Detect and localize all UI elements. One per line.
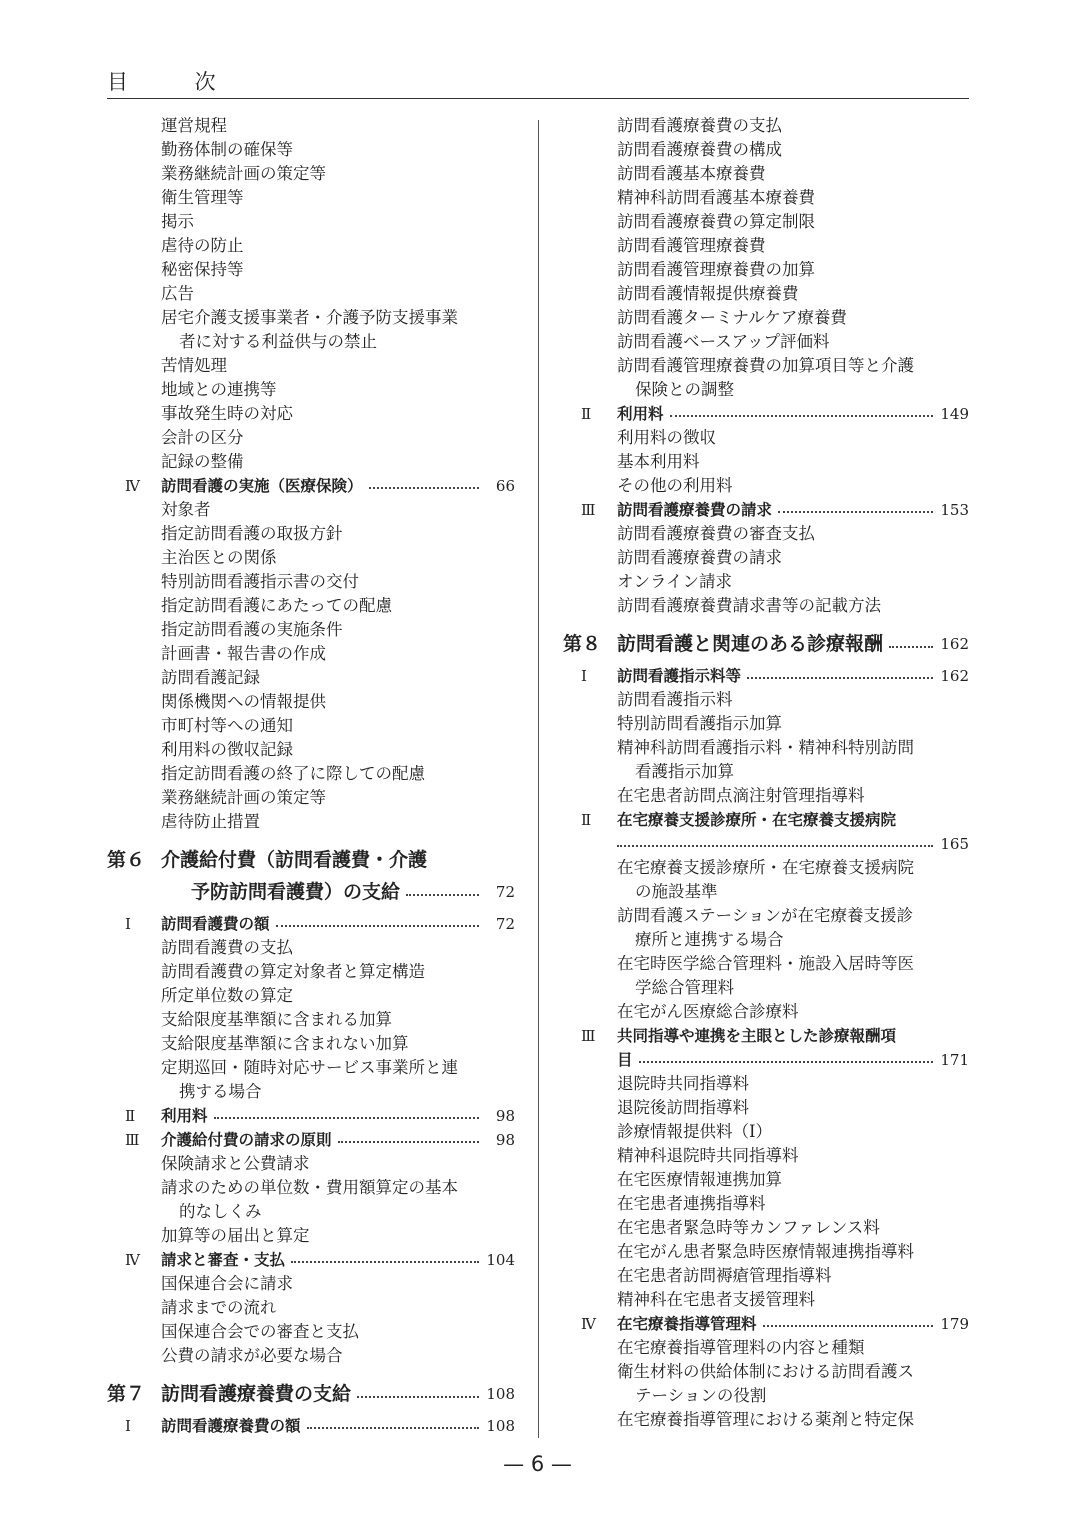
- toc-item[interactable]: 訪問看護情報提供療養費: [617, 284, 799, 303]
- toc-item[interactable]: 所定単位数の算定: [161, 986, 293, 1005]
- toc-item[interactable]: 訪問看護ターミナルケア療養費: [617, 308, 847, 327]
- toc-item[interactable]: 苦情処理: [161, 356, 227, 375]
- toc-item[interactable]: 利用料の徴収: [617, 428, 716, 447]
- section-number: Ⅰ: [125, 915, 131, 933]
- section-title: 目: [617, 1051, 633, 1069]
- toc-item[interactable]: 訪問看護療養費の構成: [617, 140, 782, 159]
- page-number: 108: [486, 1385, 515, 1403]
- section-title: 在宅療養指導管理料: [617, 1315, 757, 1333]
- page-header: [107, 64, 969, 99]
- column-divider: [538, 120, 539, 1438]
- section-number: Ⅲ: [581, 501, 596, 519]
- toc-item[interactable]: 衛生管理等: [161, 188, 244, 207]
- spacer: [107, 834, 515, 844]
- toc-item-continuation: 者に対する利益供与の禁止: [179, 332, 377, 351]
- toc-section-heading[interactable]: [107, 912, 515, 936]
- dot-leader: [291, 1261, 479, 1263]
- toc-item[interactable]: 訪問看護費の支払: [161, 938, 293, 957]
- toc-item[interactable]: 指定訪問看護の実施条件: [161, 620, 343, 639]
- toc-item[interactable]: 基本利用料: [617, 452, 700, 471]
- section-title: 請求と審査・支払: [161, 1251, 286, 1269]
- section-number: Ⅲ: [581, 1027, 596, 1045]
- chapter-title: 訪問看護療養費の支給: [161, 1383, 352, 1405]
- toc-item[interactable]: 精神科在宅患者支援管理料: [617, 1290, 815, 1309]
- section-title: 訪問看護療養費の請求: [617, 501, 773, 519]
- toc-item[interactable]: 訪問看護ベースアップ評価料: [617, 332, 830, 351]
- page-number: 179: [940, 1315, 969, 1333]
- section-title: 利用料: [617, 405, 664, 423]
- toc-item[interactable]: 業務継続計画の策定等: [161, 164, 326, 183]
- section-number: Ⅱ: [581, 405, 592, 423]
- toc-item[interactable]: 勤務体制の確保等: [161, 140, 293, 159]
- toc-section-heading[interactable]: [563, 1024, 969, 1048]
- page-number: 72: [495, 883, 515, 901]
- toc-item[interactable]: 指定訪問看護の取扱方針: [161, 524, 343, 543]
- toc-item[interactable]: 運営規程: [161, 116, 227, 135]
- toc-item-continuation: の施設基準: [635, 882, 718, 901]
- toc-item[interactable]: 国保連合会での審査と支払: [161, 1322, 359, 1341]
- toc-item[interactable]: 関係機関への情報提供: [161, 692, 326, 711]
- toc-item[interactable]: 訪問看護療養費請求書等の記載方法: [617, 596, 881, 615]
- toc-item[interactable]: 請求のための単位数・費用額算定の基本: [161, 1178, 458, 1197]
- toc-item[interactable]: 訪問看護ステーションが在宅療養支援診: [617, 906, 914, 925]
- toc-item-continuation: 療所と連携する場合: [635, 930, 784, 949]
- page-number: 171: [940, 1051, 969, 1069]
- toc-item[interactable]: 診療情報提供料（Ⅰ）: [617, 1122, 773, 1141]
- toc-item[interactable]: 会計の区分: [161, 428, 244, 447]
- toc-item-continuation: テーションの役割: [635, 1386, 767, 1405]
- dot-leader: [338, 1141, 479, 1143]
- toc-item[interactable]: 在宅患者連携指導料: [617, 1194, 766, 1213]
- toc-chapter-heading-continuation[interactable]: [107, 876, 515, 908]
- toc-item[interactable]: 訪問看護指示料: [617, 690, 733, 709]
- toc-item[interactable]: 在宅療養指導管理料の内容と種類: [617, 1338, 865, 1357]
- section-title: 訪問看護費の額: [161, 915, 270, 933]
- toc-left-column: [107, 114, 515, 1438]
- toc-section-heading-continuation[interactable]: [563, 832, 969, 856]
- toc-item[interactable]: 国保連合会に請求: [161, 1274, 293, 1293]
- toc-item[interactable]: 衛生材料の供給体制における訪問看護ス: [617, 1362, 914, 1381]
- page-number: 66: [495, 477, 515, 495]
- toc-chapter-heading[interactable]: [563, 628, 969, 660]
- dot-leader: [670, 415, 933, 417]
- toc-section-heading[interactable]: [563, 402, 969, 426]
- page-number: 162: [940, 635, 969, 653]
- toc-item[interactable]: 主治医との関係: [161, 548, 277, 567]
- toc-item[interactable]: 訪問看護記録: [161, 668, 260, 687]
- toc-item[interactable]: 精神科訪問看護基本療養費: [617, 188, 815, 207]
- section-number: Ⅳ: [581, 1315, 596, 1333]
- page-number: 104: [486, 1251, 515, 1269]
- dot-leader: [617, 845, 933, 847]
- page-number: 98: [495, 1107, 515, 1125]
- section-title: 訪問看護指示料等: [617, 667, 742, 685]
- page-number: 165: [940, 835, 969, 853]
- toc-item[interactable]: 訪問看護管理療養費の加算: [617, 260, 815, 279]
- toc-item[interactable]: 指定訪問看護にあたっての配慮: [161, 596, 392, 615]
- chapter-number: 第６: [107, 849, 146, 871]
- section-title: 利用料: [161, 1107, 208, 1125]
- section-title: 在宅療養支援診療所・在宅療養支援病院: [617, 811, 897, 829]
- toc-item[interactable]: その他の利用料: [617, 476, 733, 495]
- dot-leader: [214, 1117, 479, 1119]
- toc-section-heading[interactable]: [563, 808, 969, 832]
- toc-item[interactable]: 在宅がん患者緊急時医療情報連携指導料: [617, 1242, 914, 1261]
- toc-item[interactable]: 事故発生時の対応: [161, 404, 293, 423]
- toc-right-column: [563, 114, 969, 1432]
- toc-item[interactable]: 支給限度基準額に含まれる加算: [161, 1010, 392, 1029]
- toc-item[interactable]: 計画書・報告書の作成: [161, 644, 326, 663]
- toc-item-continuation: 的なしくみ: [179, 1202, 262, 1221]
- section-title: 共同指導や連携を主眼とした診療報酬項: [617, 1027, 897, 1045]
- section-number: Ⅱ: [581, 811, 592, 829]
- dot-leader: [307, 1427, 479, 1429]
- toc-item[interactable]: 請求までの流れ: [161, 1298, 277, 1317]
- toc-item[interactable]: 定期巡回・随時対応サービス事業所と連: [161, 1058, 458, 1077]
- dot-leader: [369, 487, 479, 489]
- toc-item[interactable]: 訪問看護療養費の算定制限: [617, 212, 815, 231]
- dot-leader: [406, 894, 479, 896]
- page-number-footer: — 6 —: [503, 1452, 572, 1476]
- toc-item[interactable]: 退院後訪問指導料: [617, 1098, 749, 1117]
- section-number: Ⅰ: [125, 1417, 131, 1435]
- dot-leader: [889, 646, 933, 648]
- toc-item[interactable]: 特別訪問看護指示加算: [617, 714, 782, 733]
- toc-section-heading[interactable]: [563, 498, 969, 522]
- toc-item[interactable]: 在宅患者訪問点滴注射管理指導料: [617, 786, 865, 805]
- toc-item[interactable]: 掲示: [161, 212, 194, 231]
- toc-item[interactable]: 訪問看護療養費の審査支払: [617, 524, 815, 543]
- section-number: Ⅱ: [125, 1107, 136, 1125]
- toc-item[interactable]: 業務継続計画の策定等: [161, 788, 326, 807]
- toc-item[interactable]: 在宅療養支援診療所・在宅療養支援病院: [617, 858, 914, 877]
- toc-item[interactable]: 在宅患者緊急時等カンファレンス料: [617, 1218, 880, 1237]
- toc-item-continuation: 看護指示加算: [635, 762, 734, 781]
- chapter-title: 予防訪問看護費）の支給: [191, 881, 401, 903]
- spacer: [563, 618, 969, 628]
- spacer: [107, 1368, 515, 1378]
- toc-item[interactable]: 精神科訪問看護指示料・精神科特別訪問: [617, 738, 914, 757]
- toc-item[interactable]: 訪問看護療養費の支払: [617, 116, 782, 135]
- toc-item[interactable]: 精神科退院時共同指導料: [617, 1146, 799, 1165]
- dot-leader: [747, 677, 933, 679]
- page-number: 98: [495, 1131, 515, 1149]
- section-number: Ⅳ: [125, 1251, 140, 1269]
- toc-item[interactable]: 支給限度基準額に含まれない加算: [161, 1034, 409, 1053]
- toc-item[interactable]: 秘密保持等: [161, 260, 244, 279]
- toc-item[interactable]: 利用料の徴収記録: [161, 740, 293, 759]
- toc-item[interactable]: 地域との連携等: [161, 380, 277, 399]
- dot-leader: [778, 511, 933, 513]
- toc-section-heading-continuation[interactable]: [563, 1048, 969, 1072]
- toc-section-heading[interactable]: [563, 1312, 969, 1336]
- toc-item[interactable]: 広告: [161, 284, 194, 303]
- toc-item[interactable]: 市町村等への通知: [161, 716, 293, 735]
- toc-section-heading[interactable]: [107, 1128, 515, 1152]
- dot-leader: [276, 925, 479, 927]
- toc-item[interactable]: 在宅時医学総合管理料・施設入居時等医: [617, 954, 914, 973]
- toc-item[interactable]: 公費の請求が必要な場合: [161, 1346, 343, 1365]
- toc-item-continuation: 保険との調整: [635, 380, 734, 399]
- page-number: 162: [940, 667, 969, 685]
- toc-chapter-heading[interactable]: [107, 844, 515, 876]
- toc-item[interactable]: 居宅介護支援事業者・介護予防支援事業: [161, 308, 458, 327]
- toc-item[interactable]: 虐待防止措置: [161, 812, 260, 831]
- chapter-number: 第７: [107, 1383, 146, 1405]
- toc-item[interactable]: 対象者: [161, 500, 211, 519]
- toc-item[interactable]: 保険請求と公費請求: [161, 1154, 310, 1173]
- toc-section-heading[interactable]: [107, 1104, 515, 1128]
- toc-item[interactable]: 指定訪問看護の終了に際しての配慮: [161, 764, 425, 783]
- chapter-title: 訪問看護と関連のある診療報酬: [617, 633, 884, 655]
- dot-leader: [357, 1396, 479, 1398]
- page-number: 149: [940, 405, 969, 423]
- section-title: 訪問看護の実施（医療保険）: [161, 477, 363, 495]
- toc-item[interactable]: 記録の整備: [161, 452, 244, 471]
- toc-item[interactable]: 訪問看護管理療養費の加算項目等と介護: [617, 356, 914, 375]
- chapter-title: 介護給付費（訪問看護費・介護: [161, 849, 428, 871]
- toc-item[interactable]: 虐待の防止: [161, 236, 244, 255]
- page-number: 72: [495, 915, 515, 933]
- page-number: 108: [486, 1417, 515, 1435]
- toc-item[interactable]: 訪問看護療養費の請求: [617, 548, 782, 567]
- dot-leader: [639, 1061, 933, 1063]
- section-title: 訪問看護療養費の額: [161, 1417, 301, 1435]
- toc-item[interactable]: 特別訪問看護指示書の交付: [161, 572, 359, 591]
- section-number: Ⅳ: [125, 477, 140, 495]
- page-title: 目 次: [107, 70, 246, 94]
- toc-item[interactable]: 訪問看護費の算定対象者と算定構造: [161, 962, 425, 981]
- dot-leader: [763, 1325, 933, 1327]
- toc-item[interactable]: 在宅患者訪問褥瘡管理指導料: [617, 1266, 832, 1285]
- toc-item[interactable]: 在宅療養指導管理における薬剤と特定保: [617, 1410, 914, 1429]
- toc-section-heading[interactable]: [107, 1414, 515, 1438]
- toc-item[interactable]: 在宅がん医療総合診療料: [617, 1002, 799, 1021]
- toc-item[interactable]: 訪問看護管理療養費: [617, 236, 766, 255]
- section-title: 介護給付費の請求の原則: [161, 1131, 332, 1149]
- toc-item-continuation: 学総合管理料: [635, 978, 734, 997]
- toc-item[interactable]: オンライン請求: [617, 572, 733, 591]
- toc-section-heading[interactable]: [563, 664, 969, 688]
- page-number: 153: [940, 501, 969, 519]
- section-number: Ⅲ: [125, 1131, 140, 1149]
- toc-section-heading[interactable]: [107, 474, 515, 498]
- toc-chapter-heading[interactable]: [107, 1378, 515, 1410]
- toc-item-continuation: 携する場合: [179, 1082, 262, 1101]
- toc-item[interactable]: 在宅医療情報連携加算: [617, 1170, 782, 1189]
- toc-item[interactable]: 退院時共同指導料: [617, 1074, 749, 1093]
- toc-item[interactable]: 加算等の届出と算定: [161, 1226, 310, 1245]
- toc-item[interactable]: 訪問看護基本療養費: [617, 164, 766, 183]
- chapter-number: 第８: [563, 633, 602, 655]
- toc-section-heading[interactable]: [107, 1248, 515, 1272]
- section-number: Ⅰ: [581, 667, 587, 685]
